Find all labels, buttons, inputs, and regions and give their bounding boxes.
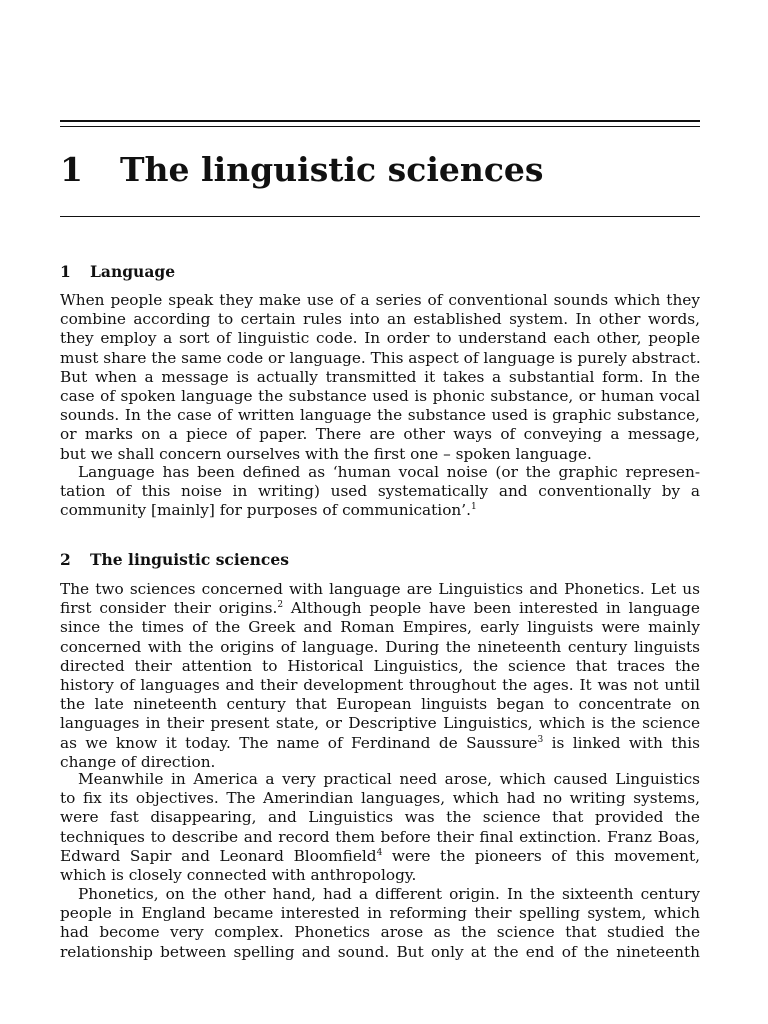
text-run: as we know it today. The name of Ferdinand de Saussure [60,733,538,752]
text-run: Edward Sapir and Leonard Bloomfield [60,846,377,865]
text-line: But when a message is actually transmitted it takes a substantial form. In the [60,367,700,386]
text-line: they employ a sort of linguistic code. In order to understand each other, people [60,329,700,348]
paragraph-language-intro [60,291,700,464]
text-line: sounds. In the case of written language the substance used is graphic substance, [60,406,700,425]
text-line: to fix its objectives. The Amerindian languages, which had no writing systems, [60,789,700,808]
text-line: combine according to certain rules into an established system. In other words, [60,310,700,329]
footnote-marker: 2 [277,600,284,611]
text-line: directed their attention to Historical Linguistics, the science that traces the [60,656,700,675]
text-line: Phonetics, on the other hand, had a different origin. In the sixteenth century [78,885,700,903]
section-number: 1 [60,262,71,281]
text-line: concerned with the origins of language. During the nineteenth century linguists [60,637,700,656]
chapter-number: 1 [60,150,83,189]
text-line: history of languages and their development throughout the ages. It was not until [60,675,700,694]
text-line: since the times of the Greek and Roman Empires, early linguists were mainly [60,618,700,637]
paragraph-origins [60,580,700,772]
chapter-rule [60,216,700,217]
text-line: had become very complex. Phonetics arose as the science that studied the [60,923,700,942]
text-line-with-note [60,501,700,520]
text-run: were the pioneers of this movement, [382,846,700,865]
chapter-title [60,148,700,192]
text-run: community [mainly] for purposes of communication’. [60,501,471,520]
section-heading-linguistic-sciences [60,550,700,570]
text-line: which is closely connected with anthropology. [60,865,417,884]
text-run: first consider their origins. [60,599,278,618]
text-line: were fast disappearing, and Linguistics was the science that provided the [60,808,700,827]
section-title: The linguistic sciences [90,550,289,569]
section-heading-language [60,262,700,282]
footnote-marker: 3 [537,734,544,745]
text-line: but we shall concern ourselves with the first one – spoken language. [60,444,592,463]
text-line: languages in their present state, or Descriptive Linguistics, which is the science [60,714,700,733]
paragraph-language-definition [60,463,700,521]
text-line: tation of this noise in writing) used systematically and conventionally by a [60,482,700,501]
footnote-marker: 4 [376,847,383,858]
section-title: Language [90,262,176,281]
text-line-with-note [60,847,700,866]
chapter-title-text: The linguistic sciences [120,150,544,189]
text-line: change of direction. [60,752,216,771]
text-line: case of spoken language the substance used is phonic substance, or human vocal [60,386,700,405]
text-line: The two sciences concerned with language are Linguistics and Phonetics. Let us [60,580,700,598]
top-rule-thin [60,126,700,127]
text-run: is linked with this [543,733,701,752]
text-line: the late nineteenth century that European linguists began to concentrate on [60,695,700,714]
text-run: Although people have been interested in language [283,599,700,618]
footnote-marker: 1 [470,502,477,513]
text-line: people in England became interested in reforming their spelling system, which [60,904,700,923]
text-line: Meanwhile in America a very practical need arose, which caused Linguistics [78,770,700,788]
text-line: must share the same code or language. This aspect of language is purely abstract. [60,348,701,367]
text-line-with-note [60,734,700,753]
text-line: or marks on a piece of paper. There are other ways of conveying a message, [60,425,700,444]
text-line: Language has been defined as ‘human vocal noise (or the graphic represen- [78,463,700,481]
top-rule-thick [60,120,700,122]
text-line: When people speak they make use of a series of conventional sounds which they [60,291,700,309]
section-number: 2 [60,550,71,569]
text-line-with-note [60,599,700,618]
text-line: relationship between spelling and sound. But only at the end of the nineteenth [60,942,700,961]
text-line: techniques to describe and record them before their final extinction. Franz Boas, [60,827,700,846]
paragraph-phonetics [60,885,700,962]
paragraph-america [60,770,700,885]
